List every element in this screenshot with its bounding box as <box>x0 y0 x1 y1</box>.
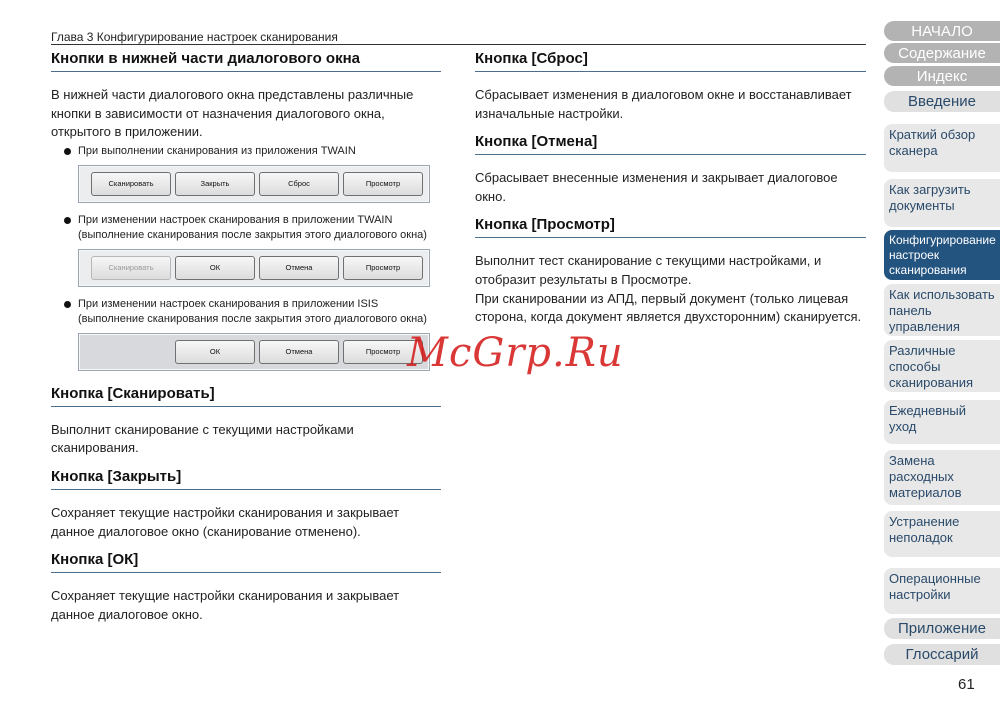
watermark: McGrp.Ru <box>407 330 624 376</box>
right-column <box>475 50 866 337</box>
case-isis-settings: При изменении настроек сканирования в приложении ISIS (выполнение сканирования после закрытия этого диалогового окна) <box>51 297 441 327</box>
nav-item-loading[interactable]: Как загрузить документы <box>884 179 1000 227</box>
scan-description: Выполнит сканирование с текущими настройками сканирования. <box>51 421 354 456</box>
left-column <box>51 50 441 634</box>
nav-item-consumables[interactable]: Замена расходных материалов <box>884 450 1000 505</box>
nav-item-troubleshooting[interactable]: Устранение неполадок <box>884 511 1000 557</box>
reset-description-line2: изначальные настройки. <box>475 105 624 121</box>
nav-item-daily-care[interactable]: Ежедневный уход <box>884 400 1000 444</box>
cancel-button[interactable]: Отмена <box>259 256 339 280</box>
dialog-buttons-twain-scan <box>78 165 430 203</box>
preview-description-line1: Выполнит тест сканирование с текущими настройками, и отобразит результаты в Просмотре. <box>475 253 822 287</box>
preview-button[interactable]: Просмотр <box>343 256 423 280</box>
preview-description-line2: При сканировании из АПД, первый документ (только лицевая сторона, когда документ является двухсторонним) сканируется. <box>475 290 862 325</box>
reset-description-line1: Сбрасывает изменения в диалоговом окне и восстанавливает <box>475 87 852 102</box>
ok-description: Сохраняет текущие настройки сканирования и закрывает данное диалоговое окно. <box>51 588 400 622</box>
nav-item-operational[interactable]: Операционные настройки <box>884 568 1000 614</box>
section-title: Кнопки в нижней части диалогового окна <box>51 50 441 72</box>
nav-glossary[interactable]: Глоссарий <box>884 644 1000 665</box>
preview-button[interactable]: Просмотр <box>343 340 423 364</box>
intro-paragraph: В нижней части диалогового окна представлены различные кнопки в зависимости от назначения диалогового окна, открытого в приложении. <box>51 87 414 140</box>
dialog-buttons-isis-settings <box>78 333 430 371</box>
case-twain-scan: При выполнении сканирования из приложения TWAIN <box>51 144 441 159</box>
nav-home[interactable]: НАЧАЛО <box>884 21 1000 41</box>
nav-appendix[interactable]: Приложение <box>884 618 1000 639</box>
cancel-description: Сбрасывает внесенные изменения и закрывает диалоговое окно. <box>475 170 838 204</box>
preview-heading: Кнопка [Просмотр] <box>475 216 866 238</box>
case-twain-settings: При изменении настроек сканирования в приложении TWAIN (выполнение сканирования после закрытия этого диалогового окна) <box>51 213 441 243</box>
scan-heading: Кнопка [Сканировать] <box>51 385 441 407</box>
ok-button[interactable]: ОК <box>175 256 255 280</box>
scan-button[interactable]: Сканировать <box>91 172 171 196</box>
close-heading: Кнопка [Закрыть] <box>51 468 441 490</box>
reset-button[interactable]: Сброс <box>259 172 339 196</box>
nav-index[interactable]: Индекс <box>884 66 1000 86</box>
nav-item-scan-methods[interactable]: Различные способы сканирования <box>884 340 1000 392</box>
nav-item-control-panel[interactable]: Как использовать панель управления <box>884 284 1000 336</box>
close-button[interactable]: Закрыть <box>175 172 255 196</box>
chapter-rule <box>51 44 866 45</box>
close-description: Сохраняет текущие настройки сканирования и закрывает данное диалоговое окно (сканирование отменено). <box>51 504 400 539</box>
nav-intro[interactable]: Введение <box>884 91 1000 112</box>
scan-button-disabled: Сканировать <box>91 256 171 280</box>
preview-button[interactable]: Просмотр <box>343 172 423 196</box>
ok-heading: Кнопка [ОК] <box>51 551 441 573</box>
nav-item-configuring[interactable]: Конфигурирование настроек сканирования <box>884 230 1000 280</box>
dialog-buttons-twain-settings <box>78 249 430 287</box>
nav-item-overview[interactable]: Краткий обзор сканера <box>884 124 1000 172</box>
reset-heading: Кнопка [Сброс] <box>475 50 866 72</box>
cancel-button[interactable]: Отмена <box>259 340 339 364</box>
ok-button[interactable]: ОК <box>175 340 255 364</box>
page-number: 61 <box>958 676 975 693</box>
chapter-title: Глава 3 Конфигурирование настроек сканирования <box>51 30 338 44</box>
cancel-heading: Кнопка [Отмена] <box>475 133 866 155</box>
nav-contents[interactable]: Содержание <box>884 43 1000 63</box>
